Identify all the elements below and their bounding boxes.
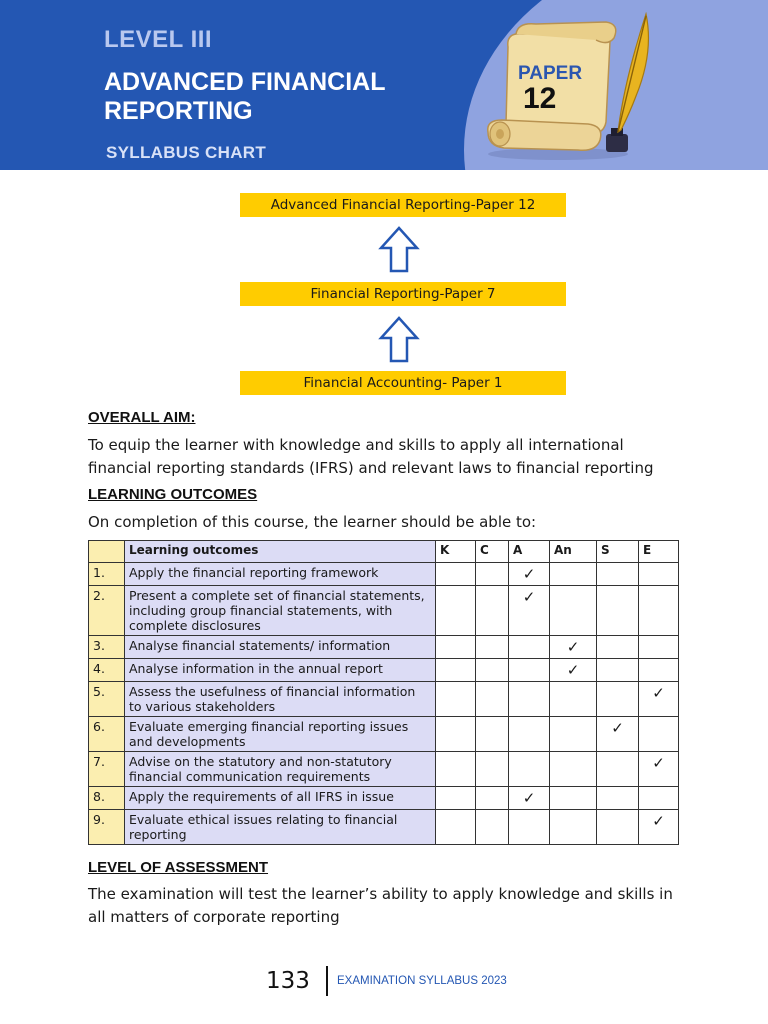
checkmark-icon: ✓ xyxy=(652,812,665,830)
level-cell-an xyxy=(550,682,597,717)
header-cell-k: K xyxy=(436,541,476,563)
outcome-number: 7. xyxy=(89,752,125,787)
level-cell-c xyxy=(476,636,509,659)
level-cell-a xyxy=(509,659,550,682)
outcome-description: Advise on the statutory and non-statutory financial communication requirements xyxy=(125,752,436,787)
table-row xyxy=(89,636,679,659)
header-cell-c: C xyxy=(476,541,509,563)
level-cell-s xyxy=(597,752,639,787)
table-row xyxy=(89,682,679,717)
paper-scroll-icon xyxy=(478,12,658,162)
level-label: LEVEL III xyxy=(104,26,213,53)
level-cell-c xyxy=(476,563,509,586)
header-cell-a: A xyxy=(509,541,550,563)
level-cell-e xyxy=(639,563,679,586)
level-cell-s xyxy=(597,810,639,845)
level-cell-s xyxy=(597,717,639,752)
level-cell-s xyxy=(597,563,639,586)
level-cell-e xyxy=(639,810,679,845)
paper-badge-number: 12 xyxy=(523,82,557,115)
level-cell-an xyxy=(550,787,597,810)
outcome-description: Evaluate emerging financial reporting issues and developments xyxy=(125,717,436,752)
level-cell-a xyxy=(509,682,550,717)
level-cell-e xyxy=(639,752,679,787)
page-subtitle: SYLLABUS CHART xyxy=(106,143,267,162)
level-cell-e xyxy=(639,787,679,810)
level-cell-s xyxy=(597,636,639,659)
level-cell-k xyxy=(436,787,476,810)
level-cell-c xyxy=(476,752,509,787)
level-cell-an xyxy=(550,563,597,586)
table-header-row xyxy=(89,541,679,563)
table-row xyxy=(89,787,679,810)
table-body xyxy=(89,563,679,845)
checkmark-icon: ✓ xyxy=(522,588,536,606)
level-cell-a xyxy=(509,717,550,752)
page-number: 133 xyxy=(266,968,310,994)
level-cell-an xyxy=(550,752,597,787)
outcome-description: Apply the requirements of all IFRS in issue xyxy=(125,787,436,810)
up-arrow-icon xyxy=(378,316,420,364)
outcome-description: Assess the usefulness of financial information to various stakeholders xyxy=(125,682,436,717)
outcome-number: 3. xyxy=(89,636,125,659)
level-cell-k xyxy=(436,563,476,586)
level-cell-e xyxy=(639,682,679,717)
level-cell-k xyxy=(436,717,476,752)
level-cell-k xyxy=(436,636,476,659)
level-cell-s xyxy=(597,682,639,717)
checkmark-icon: ✓ xyxy=(566,638,580,656)
level-cell-c xyxy=(476,717,509,752)
level-cell-an xyxy=(550,717,597,752)
flow-box-paper-12: Advanced Financial Reporting-Paper 12 xyxy=(240,193,566,217)
level-cell-e xyxy=(639,636,679,659)
outcome-number: 2. xyxy=(89,586,125,636)
checkmark-icon: ✓ xyxy=(522,565,536,583)
level-cell-k xyxy=(436,810,476,845)
outcome-description: Analyse financial statements/ information xyxy=(125,636,436,659)
level-cell-c xyxy=(476,659,509,682)
level-cell-c xyxy=(476,787,509,810)
outcome-description: Analyse information in the annual report xyxy=(125,659,436,682)
level-cell-s xyxy=(597,787,639,810)
level-cell-s xyxy=(597,586,639,636)
table-row xyxy=(89,717,679,752)
outcome-number: 9. xyxy=(89,810,125,845)
table-row xyxy=(89,586,679,636)
level-cell-an xyxy=(550,586,597,636)
level-cell-c xyxy=(476,682,509,717)
level-cell-an xyxy=(550,659,597,682)
outcome-number: 1. xyxy=(89,563,125,586)
level-cell-a xyxy=(509,586,550,636)
footer-divider xyxy=(326,966,328,996)
level-cell-e xyxy=(639,659,679,682)
assessment-heading: LEVEL OF ASSESSMENT xyxy=(88,859,269,876)
checkmark-icon: ✓ xyxy=(652,684,665,702)
checkmark-icon: ✓ xyxy=(522,789,536,807)
table-row xyxy=(89,659,679,682)
checkmark-icon: ✓ xyxy=(566,661,580,679)
table-row xyxy=(89,752,679,787)
table-row xyxy=(89,810,679,845)
level-cell-k xyxy=(436,659,476,682)
level-cell-e xyxy=(639,717,679,752)
header-cell-e: E xyxy=(639,541,679,563)
footer-label: EXAMINATION SYLLABUS 2023 xyxy=(337,975,507,987)
level-cell-k xyxy=(436,752,476,787)
level-cell-an xyxy=(550,636,597,659)
outcome-number: 8. xyxy=(89,787,125,810)
learning-outcomes-heading: LEARNING OUTCOMES xyxy=(88,486,258,503)
header-cell-number xyxy=(89,541,125,563)
overall-aim-heading: OVERALL AIM: xyxy=(88,409,196,426)
level-cell-e xyxy=(639,586,679,636)
header-cell-an: An xyxy=(550,541,597,563)
header-cell-s: S xyxy=(597,541,639,563)
flow-box-paper-1: Financial Accounting- Paper 1 xyxy=(240,371,566,395)
assessment-text: The examination will test the learner’s ability to apply knowledge and skills in all matters of corporate reporting xyxy=(88,885,673,926)
level-cell-a xyxy=(509,752,550,787)
level-cell-a xyxy=(509,787,550,810)
outcome-description: Apply the financial reporting framework xyxy=(125,563,436,586)
flow-box-paper-7: Financial Reporting-Paper 7 xyxy=(240,282,566,306)
level-cell-k xyxy=(436,682,476,717)
up-arrow-icon xyxy=(378,226,420,274)
header-cell-outcome: Learning outcomes xyxy=(125,541,436,563)
page-title: ADVANCED FINANCIAL REPORTING xyxy=(104,68,386,125)
outcome-number: 4. xyxy=(89,659,125,682)
level-cell-s xyxy=(597,659,639,682)
level-cell-k xyxy=(436,586,476,636)
outcome-number: 6. xyxy=(89,717,125,752)
level-cell-c xyxy=(476,586,509,636)
level-cell-an xyxy=(550,810,597,845)
checkmark-icon: ✓ xyxy=(652,754,665,772)
table-row xyxy=(89,563,679,586)
header-banner xyxy=(0,0,768,170)
paper-badge-word: PAPER xyxy=(518,63,583,84)
level-cell-c xyxy=(476,810,509,845)
level-cell-a xyxy=(509,636,550,659)
outcome-description: Evaluate ethical issues relating to financial reporting xyxy=(125,810,436,845)
checkmark-icon: ✓ xyxy=(611,719,624,737)
overall-aim-text: To equip the learner with knowledge and skills to apply all international financial reporting standards (IFRS) and relevant laws to financial reporting xyxy=(88,436,654,477)
learning-outcomes-intro: On completion of this course, the learner should be able to: xyxy=(88,513,537,531)
outcome-description: Present a complete set of financial statements, including group financial statements, with complete disclosures xyxy=(125,586,436,636)
outcome-number: 5. xyxy=(89,682,125,717)
learning-outcomes-table xyxy=(88,540,679,845)
level-cell-a xyxy=(509,810,550,845)
level-cell-a xyxy=(509,563,550,586)
